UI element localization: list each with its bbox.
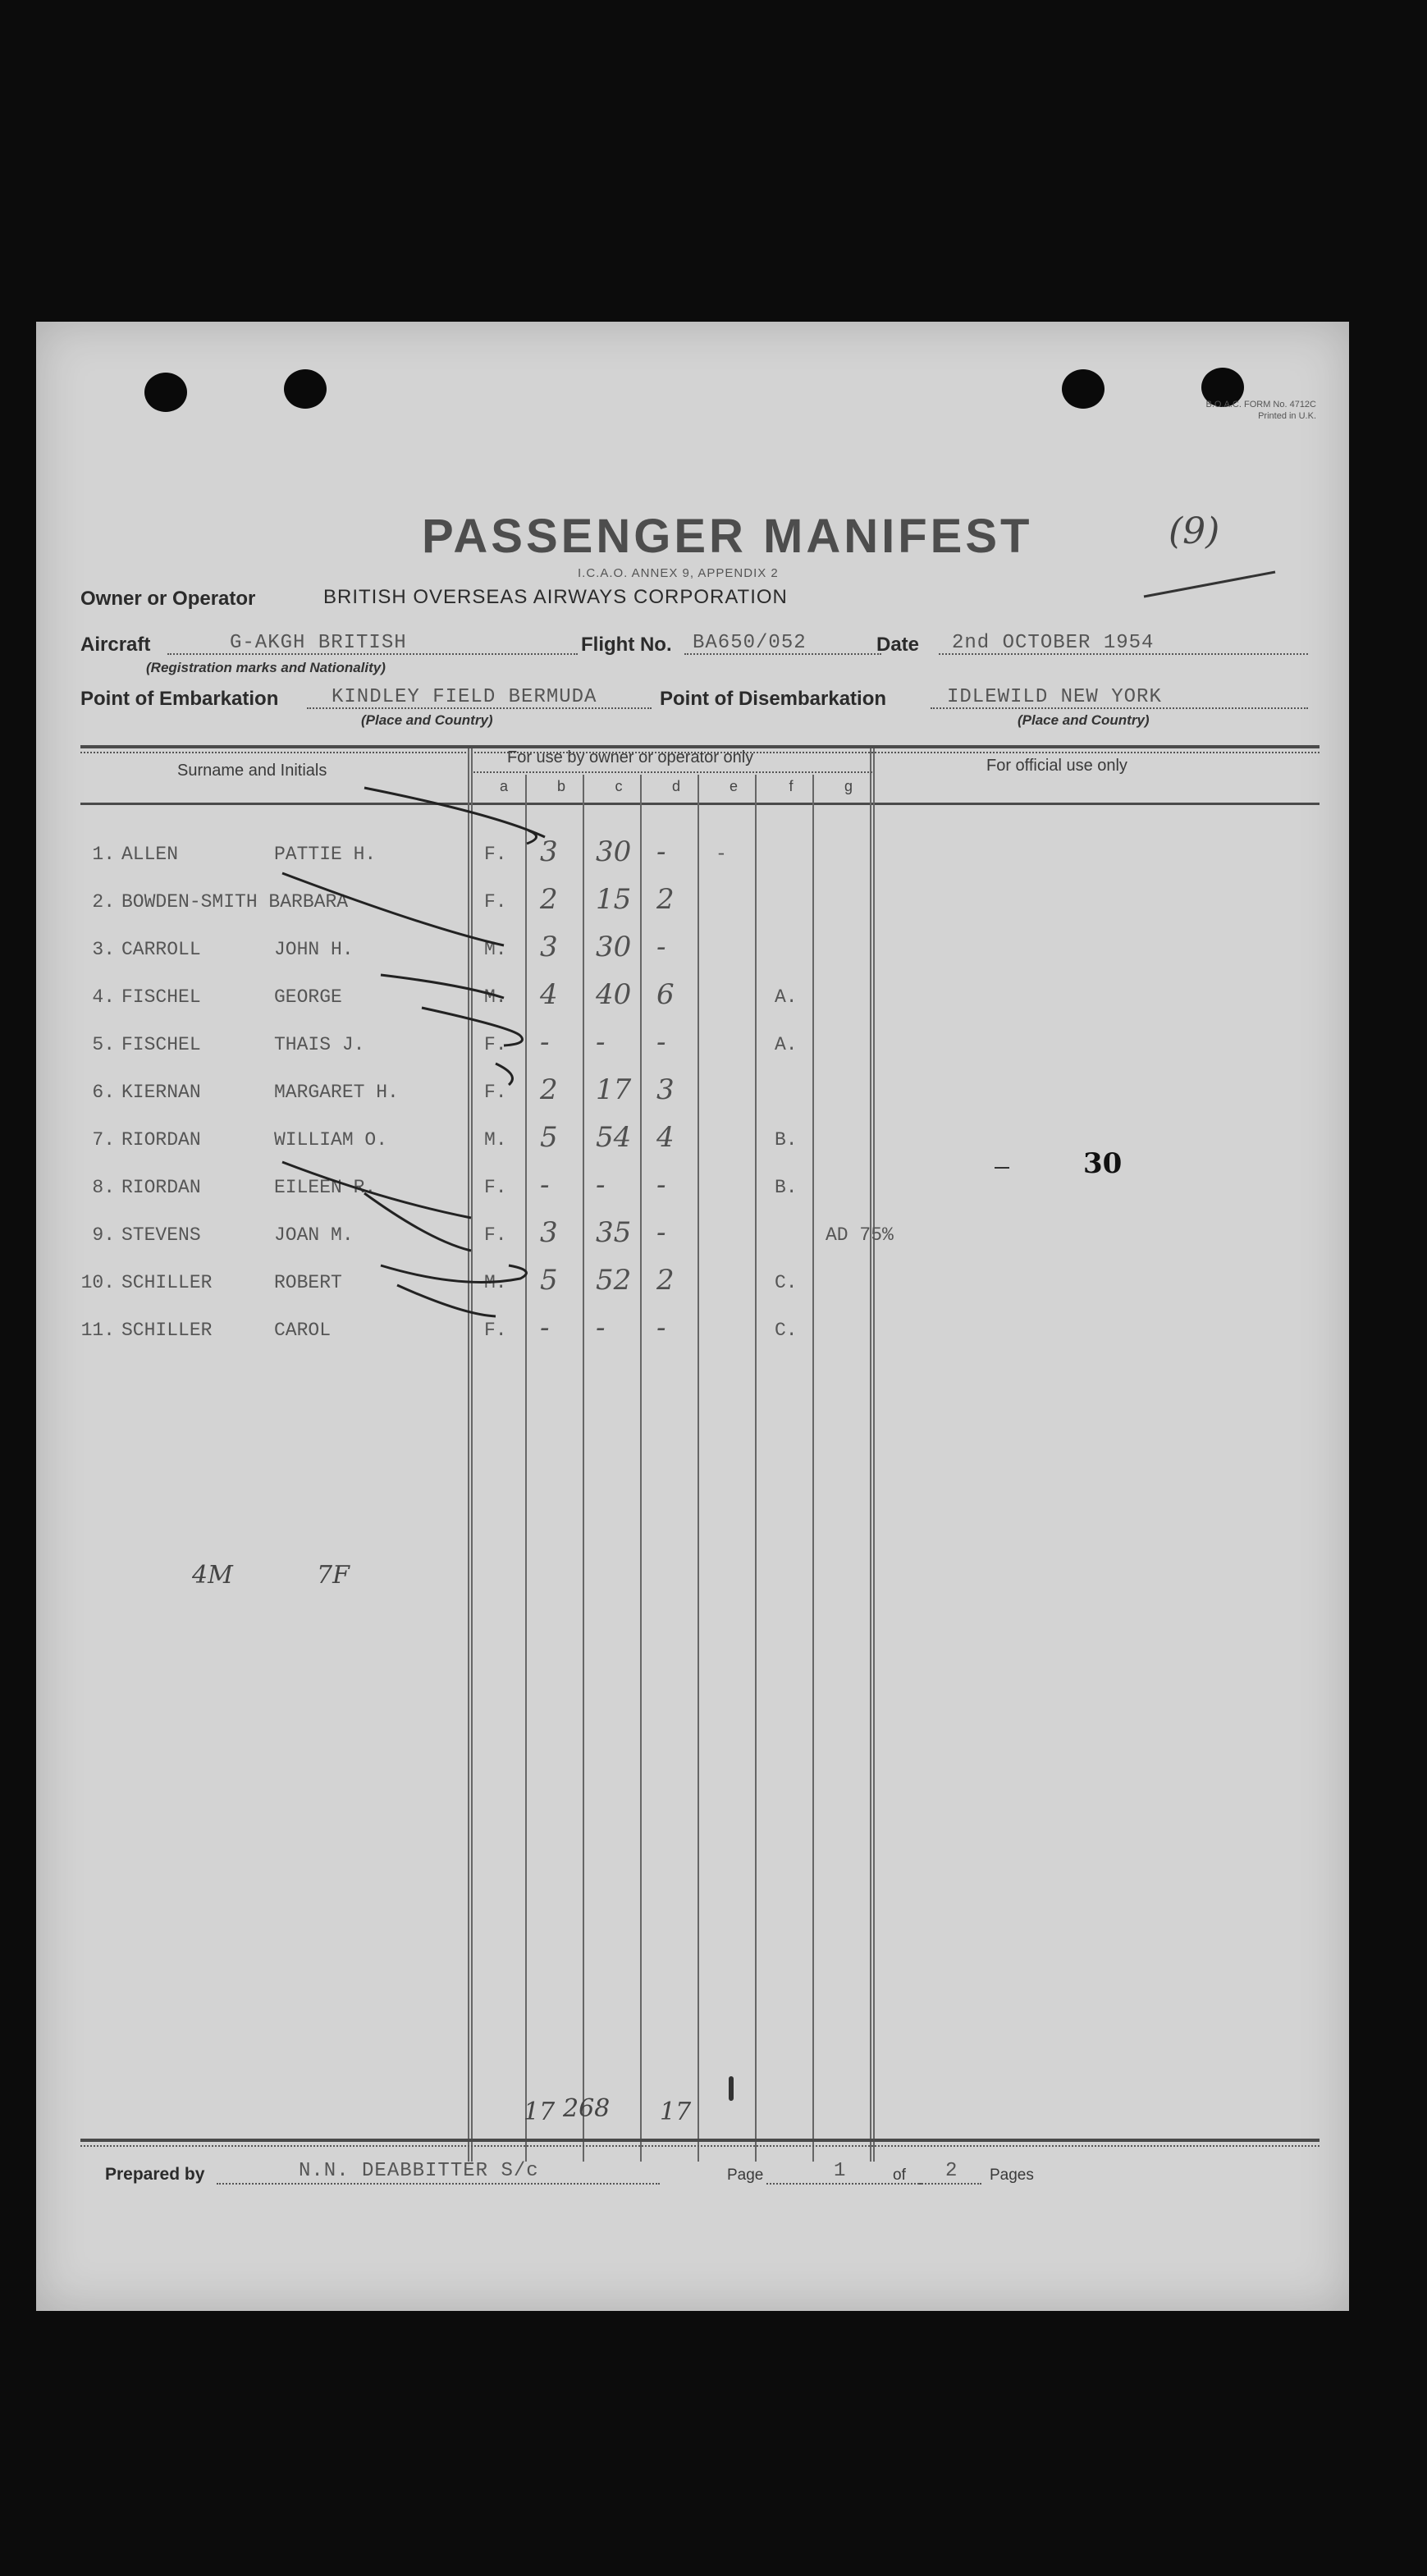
passenger-surname: SCHILLER: [121, 1320, 213, 1341]
row-number: 8.: [92, 1177, 115, 1198]
passenger-surname: FISCHEL: [121, 986, 201, 1008]
flight-value: BA650/052: [693, 632, 807, 654]
surname-column-header: Surname and Initials: [177, 762, 327, 780]
passenger-surname: BOWDEN-SMITH BARBARA: [121, 891, 349, 913]
total-column-d: 17: [660, 2098, 692, 2126]
page-title: PASSENGER MANIFEST: [422, 510, 1033, 563]
pages-label: Pages: [990, 2166, 1034, 2184]
total-pages-dotted: [919, 2183, 981, 2185]
passenger-given-name: MARGARET H.: [274, 1082, 399, 1103]
passenger-given-name: ROBERT: [274, 1272, 342, 1293]
cell-a-sex: M.: [484, 1272, 507, 1293]
cell-a-sex: F.: [484, 1177, 507, 1198]
disembarkation-value: IDLEWILD NEW YORK: [947, 686, 1162, 708]
cell-a-sex: M.: [484, 986, 507, 1008]
row-number: 3.: [92, 939, 115, 960]
corner-handwritten-mark: (9): [1169, 510, 1220, 552]
cell-d: -: [656, 1169, 666, 1201]
column-header-e: e: [729, 778, 738, 794]
row-number: 4.: [92, 986, 115, 1008]
cell-f: B.: [775, 1129, 798, 1151]
cell-c: -: [596, 1026, 606, 1059]
cell-a-sex: M.: [484, 1129, 507, 1151]
passenger-surname: STEVENS: [121, 1224, 201, 1246]
cell-b: 2: [540, 1073, 558, 1106]
embarkation-value: KINDLEY FIELD BERMUDA: [332, 686, 597, 708]
cell-b: 3: [540, 835, 558, 868]
embarkation-label: Point of Embarkation: [80, 688, 279, 710]
operator-columns-header: For use by owner or operator only: [507, 748, 754, 766]
cell-b: 5: [540, 1121, 558, 1154]
cell-d: -: [656, 1216, 666, 1249]
passenger-surname: ALLEN: [121, 844, 179, 865]
cell-c: 30: [596, 931, 632, 963]
cell-f: A.: [775, 986, 798, 1008]
passenger-surname: RIORDAN: [121, 1177, 201, 1198]
row-number: 9.: [92, 1224, 115, 1246]
cell-a-sex: F.: [484, 891, 507, 913]
of-label: of: [893, 2166, 906, 2184]
cell-b: -: [540, 1311, 550, 1344]
passenger-surname: KIERNAN: [121, 1082, 201, 1103]
flight-label: Flight No.: [581, 634, 672, 656]
cell-d: 2: [656, 1264, 675, 1297]
date-label: Date: [876, 634, 920, 656]
cell-d: 4: [656, 1121, 675, 1154]
registration-note: (Registration marks and Nationality): [146, 660, 386, 675]
cell-c: -: [596, 1311, 606, 1344]
total-column-c: 268: [563, 2094, 611, 2123]
cell-b: 5: [540, 1264, 558, 1297]
official-column-header: For official use only: [986, 757, 1127, 775]
date-value: 2nd OCTOBER 1954: [952, 632, 1155, 654]
owner-label: Owner or Operator: [80, 588, 256, 610]
owner-value: BRITISH OVERSEAS AIRWAYS CORPORATION: [323, 586, 788, 608]
passenger-given-name: CAROL: [274, 1320, 332, 1341]
cell-c: 17: [596, 1073, 632, 1106]
row-number: 6.: [92, 1082, 115, 1103]
disembarkation-note: (Place and Country): [1018, 712, 1150, 728]
official-dash: [995, 1167, 1009, 1169]
embarkation-note: (Place and Country): [361, 712, 493, 728]
cell-b: -: [540, 1169, 550, 1201]
column-header-b: b: [556, 778, 565, 794]
passenger-surname: CARROLL: [121, 939, 201, 960]
cell-a-sex: F.: [484, 1082, 507, 1103]
prepared-by-dotted: [217, 2183, 660, 2185]
cell-c: 52: [596, 1264, 632, 1297]
row-number: 7.: [92, 1129, 115, 1151]
cell-a-sex: M.: [484, 939, 507, 960]
column-header-g: g: [844, 778, 853, 794]
row-number: 11.: [80, 1320, 115, 1341]
prepared-by-label: Prepared by: [105, 2165, 205, 2184]
cell-a-sex: F.: [484, 1320, 507, 1341]
cell-b: 3: [540, 931, 558, 963]
column-header-c: c: [615, 778, 623, 794]
cell-a-sex: F.: [484, 1224, 507, 1246]
cell-a-sex: F.: [484, 844, 507, 865]
passenger-given-name: JOAN M.: [274, 1224, 354, 1246]
cell-f: A.: [775, 1034, 798, 1055]
cell-c: -: [596, 1169, 606, 1201]
passenger-given-name: EILEEN R.: [274, 1177, 377, 1198]
cell-f: B.: [775, 1177, 798, 1198]
cell-g: AD 75%: [826, 1224, 894, 1246]
passenger-given-name: PATTIE H.: [274, 844, 377, 865]
cell-c: 35: [596, 1216, 632, 1249]
cell-d: -: [656, 1311, 666, 1344]
row-number: 5.: [92, 1034, 115, 1055]
total-tick-mark: [729, 2076, 734, 2101]
page-number: 1: [834, 2160, 847, 2182]
page-subtitle: I.C.A.O. ANNEX 9, APPENDIX 2: [578, 566, 779, 580]
female-tally: 7F: [317, 1561, 350, 1590]
cell-f: C.: [775, 1272, 798, 1293]
passenger-given-name: GEORGE: [274, 986, 342, 1008]
cell-b: -: [540, 1026, 550, 1059]
cell-d: -: [656, 835, 666, 868]
footer-top-rule: [80, 2139, 1320, 2142]
total-column-b: 17: [524, 2098, 556, 2126]
form-ref-line2: Printed in U.K.: [1258, 411, 1316, 421]
form-ref-line1: B.O.A.C. FORM No. 4712C: [1205, 400, 1316, 410]
passenger-given-name: WILLIAM O.: [274, 1129, 388, 1151]
cell-d: 3: [656, 1073, 675, 1106]
passenger-given-name: THAIS J.: [274, 1034, 365, 1055]
row-number: 10.: [80, 1272, 115, 1293]
row-number: 2.: [92, 891, 115, 913]
cell-b: 3: [540, 1216, 558, 1249]
disembarkation-label: Point of Disembarkation: [660, 688, 887, 710]
aircraft-value: G-AKGH BRITISH: [230, 632, 407, 654]
passenger-surname: RIORDAN: [121, 1129, 201, 1151]
cell-d: -: [656, 1026, 666, 1059]
cell-e: -: [716, 844, 727, 865]
cell-c: 15: [596, 883, 632, 916]
passenger-given-name: JOHN H.: [274, 939, 354, 960]
cell-c: 30: [596, 835, 632, 868]
passenger-surname: FISCHEL: [121, 1034, 201, 1055]
row-number: 1.: [92, 844, 115, 865]
manifest-sheet: [36, 322, 1349, 2311]
male-tally: 4M: [192, 1561, 233, 1590]
cell-c: 40: [596, 978, 632, 1011]
passenger-surname: SCHILLER: [121, 1272, 213, 1293]
aircraft-label: Aircraft: [80, 634, 151, 656]
prepared-by-value: N.N. DEABBITTER S/c: [299, 2160, 539, 2182]
total-pages: 2: [945, 2160, 958, 2182]
cell-d: 2: [656, 883, 675, 916]
official-total-mark: 30: [1083, 1147, 1123, 1180]
footer-dotted-line: [80, 2145, 1320, 2147]
handwritten-strokes: [36, 322, 1349, 2311]
cell-d: 6: [656, 978, 675, 1011]
cell-a-sex: F.: [484, 1034, 507, 1055]
cell-d: -: [656, 931, 666, 963]
cell-f: C.: [775, 1320, 798, 1341]
page-label: Page: [727, 2166, 764, 2184]
cell-b: 2: [540, 883, 558, 916]
cell-c: 54: [596, 1121, 632, 1154]
cell-b: 4: [540, 978, 558, 1011]
column-header-a: a: [499, 778, 508, 794]
column-header-d: d: [671, 778, 680, 794]
column-header-f: f: [789, 778, 794, 794]
